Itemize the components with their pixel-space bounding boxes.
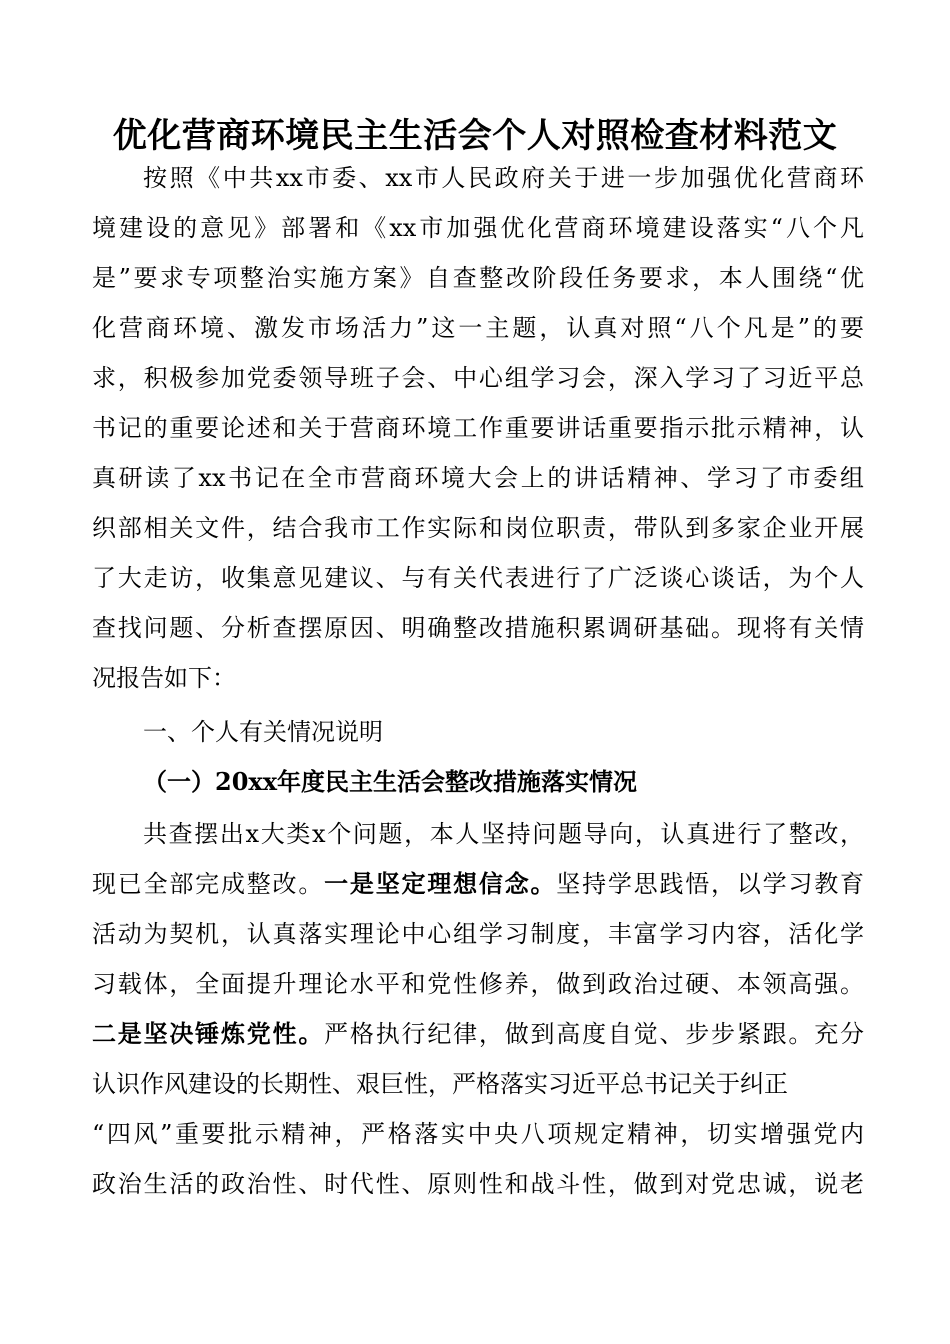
body-text: 现已全部完成整改。 — [92, 870, 325, 898]
body-line-with-emphasis — [92, 1014, 864, 1054]
body-line: “四风”重要批示精神，严格落实中央八项规定精神，切实增强党内 — [92, 1120, 864, 1148]
subsection-heading: （一）20xx年度民主生活会整改措施落实情况 — [143, 767, 638, 796]
body-line: 活动为契机，认真落实理论中心组学习制度，丰富学习内容，活化学 — [92, 920, 864, 948]
emphasis-text: 一是坚定理想信念。 — [324, 870, 557, 898]
intro-line: 境建设的意见》部署和《xx市加强优化营商环境建设落实“八个凡 — [92, 214, 864, 242]
intro-line: 了大走访，收集意见建议、与有关代表进行了广泛谈心谈话，为个人 — [92, 564, 864, 592]
body-line: 共查摆出x大类x个问题，本人坚持问题导向，认真进行了整改， — [143, 820, 864, 848]
section-heading: 一、个人有关情况说明 — [143, 718, 383, 746]
body-text: 坚持学思践悟，以学习教育 — [556, 870, 865, 898]
body-line: 政治生活的政治性、时代性、原则性和战斗性，做到对党忠诚，说老 — [92, 1170, 864, 1198]
body-line-with-emphasis — [92, 864, 864, 904]
emphasis-text: 二是坚决锤炼党性。 — [92, 1020, 325, 1048]
body-text: 严格执行纪律，做到高度自觉、步步紧跟。充分 — [324, 1020, 865, 1048]
body-line: 认识作风建设的长期性、艰巨性，严格落实习近平总书记关于纠正 — [92, 1070, 788, 1098]
intro-line: 化营商环境、激发市场活力”这一主题，认真对照“八个凡是”的要 — [92, 314, 864, 342]
intro-line: 查找问题、分析查摆原因、明确整改措施积累调研基础。现将有关情 — [92, 614, 864, 642]
document-title: 优化营商环境民主生活会个人对照检查材料范文 — [112, 116, 838, 156]
intro-line: 织部相关文件，结合我市工作实际和岗位职责，带队到多家企业开展 — [92, 514, 864, 542]
intro-line: 是”要求专项整治实施方案》自查整改阶段任务要求，本人围绕“优 — [92, 264, 864, 292]
body-line: 习载体，全面提升理论水平和党性修养，做到政治过硬、本领高强。 — [92, 970, 864, 998]
intro-line: 况报告如下： — [92, 664, 236, 692]
intro-line: 真研读了xx书记在全市营商环境大会上的讲话精神、学习了市委组 — [92, 464, 864, 492]
intro-line: 按照《中共xx市委、xx市人民政府关于进一步加强优化营商环 — [143, 164, 864, 192]
intro-line: 求，积极参加党委领导班子会、中心组学习会，深入学习了习近平总 — [92, 364, 864, 392]
intro-line: 书记的重要论述和关于营商环境工作重要讲话重要指示批示精神，认 — [92, 414, 864, 442]
